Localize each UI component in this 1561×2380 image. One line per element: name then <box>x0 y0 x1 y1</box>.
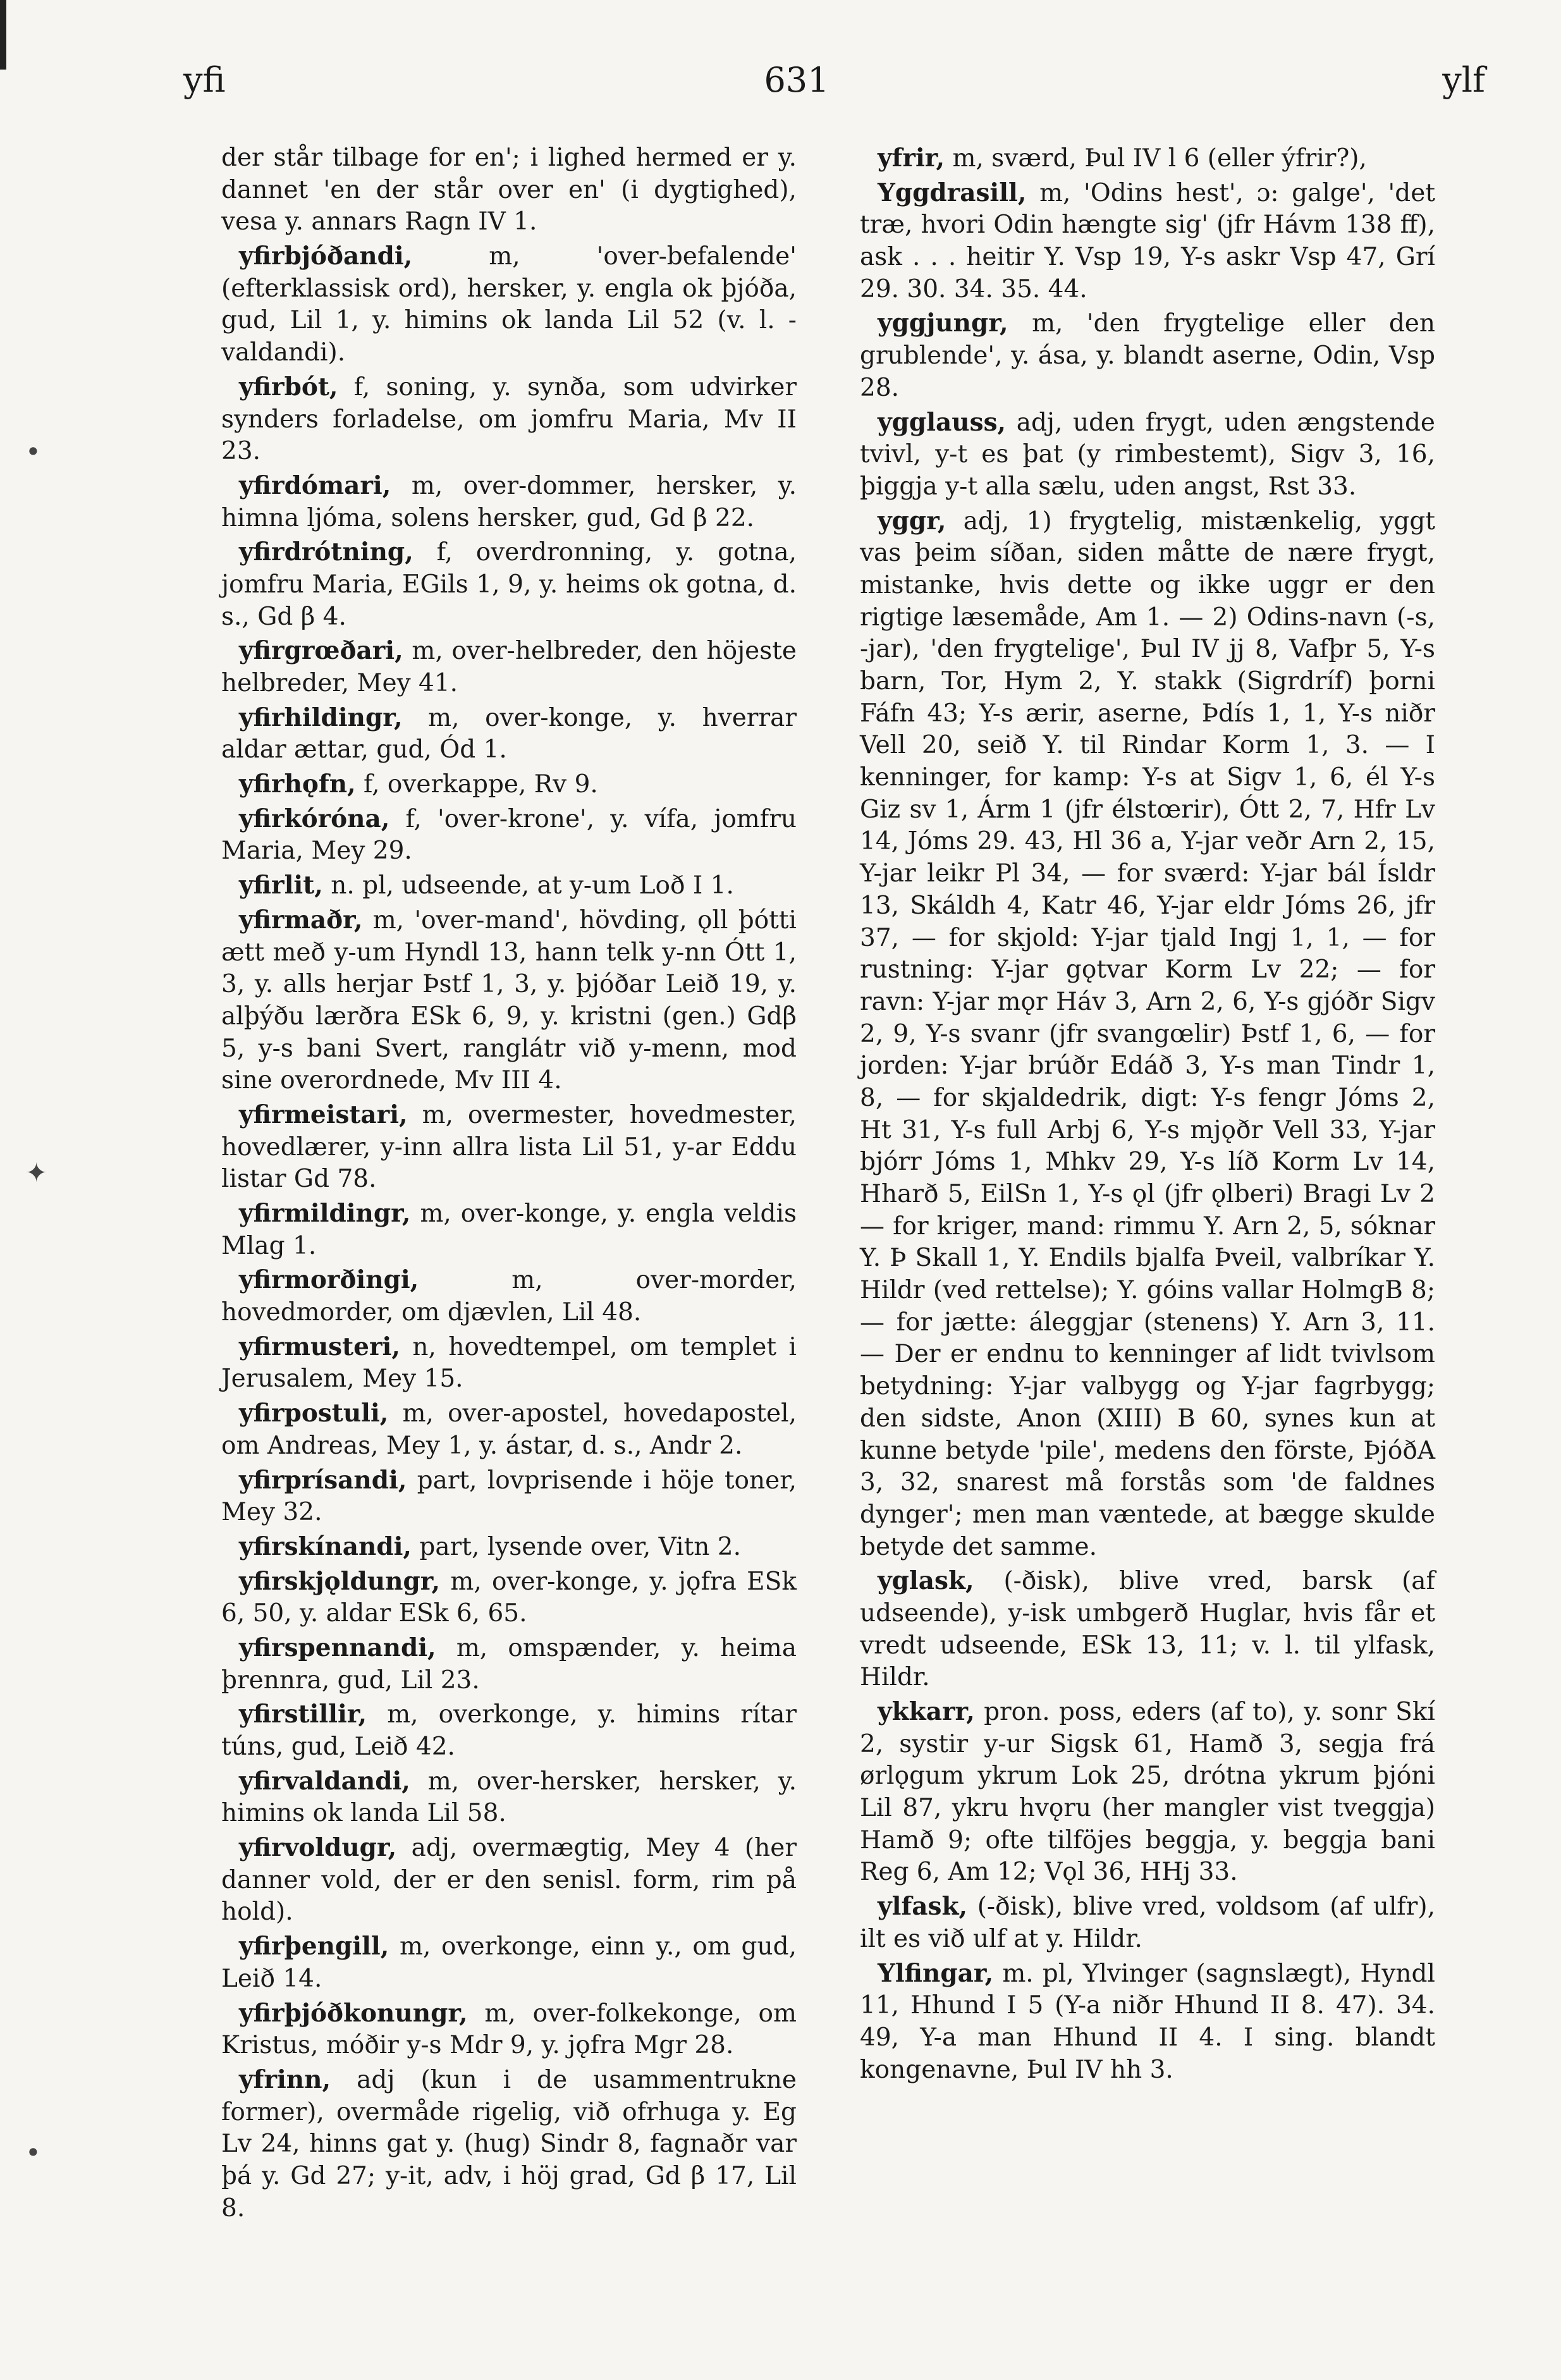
dictionary-entry <box>860 1891 1435 1955</box>
headword: ygglauss, <box>878 407 1007 437</box>
entry-text: m, overmester, hovedmester, hovedlærer, y-inn allra lista Lil 51, y-ar Eddu listar Gd 78. <box>221 1100 797 1194</box>
dictionary-entry <box>221 1331 797 1395</box>
entry-text: m. pl, Ylvinger (sagnslægt), Hyndl 11, Hhund I 5 (Y-a niðr Hhund II 8. 47). 34. 49, Y-a man Hhund II 4. I sing. blandt kongenavne, Þul IV hh 3. <box>860 1959 1435 2084</box>
entry-text: f, 'over-krone', y. vífa, jomfru Maria, Mey 29. <box>221 804 797 866</box>
dictionary-entry <box>221 1264 797 1328</box>
headword: yfirbót, <box>239 372 338 402</box>
margin-mark: • <box>25 436 41 467</box>
entry-text: part, lovprisende i höje toner, Mey 32. <box>221 1466 797 1527</box>
dictionary-entry <box>221 240 797 369</box>
dictionary-entry <box>221 803 797 868</box>
headword: yfirskjǫldungr, <box>239 1566 441 1596</box>
headword: Ylfingar, <box>878 1958 994 1988</box>
dictionary-entry <box>221 1099 797 1196</box>
headword: ykkarr, <box>878 1697 975 1726</box>
entry-text: adj (kun i de usammentrukne former), overmåde rigelig, við ofrhuga y. Eg Lv 24, hinns gat y. (hug) Sindr 8, fagnaðr var þá y. Gd 27; y-it, adv, i höj grad, Gd β 17, Lil 8. <box>221 2065 797 2223</box>
entry-text: (-ðisk), blive vred, voldsom (af ulfr), ilt es við ulf at y. Hildr. <box>860 1892 1435 1953</box>
dictionary-entry <box>221 1632 797 1696</box>
page-number: 631 <box>764 60 829 100</box>
entry-text: m, overkonge, y. himins rítar túns, gud, Leið 42. <box>221 1700 797 1761</box>
headword: yfirstillir, <box>239 1700 367 1729</box>
headword: yfirdómari, <box>239 470 391 500</box>
headword: Yggdrasill, <box>878 178 1027 207</box>
headword: ylfask, <box>878 1892 968 1922</box>
margin-mark: • <box>25 2137 41 2168</box>
dictionary-entry <box>221 1566 797 1630</box>
headword: yglask, <box>878 1566 974 1596</box>
entry-text: m, over-apostel, hovedapostel, om Andreas, Mey 1, y. ástar, d. s., Andr 2. <box>221 1399 797 1460</box>
headword: yggjungr, <box>878 309 1008 338</box>
dictionary-entry <box>221 1397 797 1462</box>
dictionary-entry <box>221 1531 797 1564</box>
headword: yfirhildingr, <box>239 702 403 732</box>
headword: yfirþengill, <box>239 1932 389 1961</box>
dictionary-entry <box>221 1464 797 1529</box>
headword: yfirhǫfn, <box>239 770 356 799</box>
dictionary-entry <box>221 1832 797 1929</box>
headword: yfirþjóðkonungr, <box>239 1998 468 2028</box>
headword: yfirmildingr, <box>239 1199 411 1228</box>
entry-text: m, over-konge, y. hverrar aldar ættar, gud, Ód 1. <box>221 703 797 764</box>
headword: yfirmorðingi, <box>239 1265 419 1295</box>
headword: yfirskínandi, <box>239 1531 412 1561</box>
headword: yfirmaðr, <box>239 905 363 935</box>
entry-text: f, soning, y. synða, som udvirker synders forladelse, om jomfru Maria, Mv II 23. <box>221 372 797 466</box>
entry-text: m, sværd, Þul IV l 6 (eller ýfrir?), <box>952 144 1367 173</box>
dictionary-entry <box>221 1698 797 1763</box>
entry-text: m, 'over-mand', hövding, ǫll þótti ætt með y-um Hyndl 13, hann telk y-nn Ótt 1, 3, y. alls herjar Þstf 1, 3, y. þjóðar Leið 19, y. alþýðu lærðra ESk 6, 9, y. kristni (gen.) Gdβ 5, y-s bani Svert, ranglátr við y-menn, mod sine overordnede, Mv III 4. <box>221 905 797 1095</box>
entry-text: m, overkonge, einn y., om gud, Leið 14. <box>221 1932 797 1993</box>
dictionary-entry <box>860 407 1435 503</box>
headword: yfirlit, <box>239 871 323 900</box>
dictionary-entry <box>221 635 797 699</box>
dictionary-entry <box>221 2064 797 2224</box>
right-column <box>860 142 1435 2305</box>
entry-text: m, 'Odins hest', ɔ: galge', 'det træ, hvori Odin hængte sig' (jfr Hávm 138 ff), ask . . . heitir Y. Vsp 19, Y-s askr Vsp 47, Grí 29. 30. 34. 35. 44. <box>860 178 1435 304</box>
headword: yfrinn, <box>239 2064 331 2094</box>
entry-text: m, over-morder, hovedmorder, om djævlen, Lil 48. <box>221 1266 797 1327</box>
entry-text: m, over-hersker, hersker, y. himins ok landa Lil 58. <box>221 1767 797 1828</box>
headword: yfirpostuli, <box>239 1399 389 1428</box>
entry-text: (-ðisk), blive vred, barsk (af udseende), y-isk umbgerð Huglar, hvis får et vredt udseende, ESk 13, 11; v. l. til ylfask, Hildr. <box>860 1567 1435 1692</box>
headword: yfirbjóðandi, <box>239 242 413 271</box>
entry-text: n. pl, udseende, at y-um Loð I 1. <box>331 871 734 900</box>
entry-text: f, overdronning, y. gotna, jomfru Maria, EGils 1, 9, y. heims ok gotna, d. s., Gd β 4. <box>221 538 797 631</box>
scan-edge-mark <box>0 0 6 70</box>
dictionary-entry <box>221 536 797 633</box>
headword: yfirvoldugr, <box>239 1833 397 1863</box>
headword: yfirkóróna, <box>239 804 390 833</box>
dictionary-entry <box>221 904 797 1097</box>
entry-text: adj, overmægtig, Mey 4 (her danner vold, der er den senisl. form, rim på hold). <box>221 1834 797 1927</box>
dictionary-entry <box>860 307 1435 404</box>
dictionary-entry <box>860 1696 1435 1889</box>
running-head-right: ylf <box>1442 60 1485 100</box>
dictionary-entry <box>221 470 797 534</box>
entry-text: m, over-konge, y. jǫfra ESk 6, 50, y. aldar ESk 6, 65. <box>221 1567 797 1628</box>
dictionary-entry <box>221 1765 797 1830</box>
entry-text: f, overkappe, Rv 9. <box>364 770 598 799</box>
dictionary-entry <box>221 1198 797 1262</box>
headword: yfirspennandi, <box>239 1633 436 1662</box>
dictionary-entry <box>221 1930 797 1995</box>
entry-text: m, 'den frygtelige eller den grublende', y. ása, y. blandt aserne, Odin, Vsp 28. <box>860 309 1435 402</box>
entry-text: m, 'over-befalende' (efterklassisk ord), hersker, y. engla ok þjóða, gud, Lil 1, y. himins ok landa Lil 52 (v. l. -valdandi). <box>221 242 797 367</box>
entry-text: part, lysende over, Vitn 2. <box>419 1532 741 1561</box>
headword: yfirmeistari, <box>239 1100 408 1129</box>
headword: yfirmusteri, <box>239 1332 400 1361</box>
running-head-left: yfi <box>183 60 226 100</box>
headword: yfirdrótning, <box>239 537 413 567</box>
dictionary-entry <box>221 371 797 468</box>
left-column <box>221 142 797 2305</box>
entry-text: m, over-helbreder, den höjeste helbreder, Mey 41. <box>221 637 797 697</box>
dictionary-entry <box>860 1565 1435 1694</box>
dictionary-entry <box>860 142 1435 175</box>
headword: yfirgrœðari, <box>239 636 403 666</box>
entry-text: m, over-dommer, hersker, y. himna ljóma, solens hersker, gud, Gd β 22. <box>221 471 797 532</box>
entry-text: m, omspænder, y. heima þrennra, gud, Lil 23. <box>221 1633 797 1695</box>
entry-text: der står tilbage for en'; i lighed hermed er y. dannet 'en der står over en' (i dygtighed), vesa y. annars Ragn IV 1. <box>221 144 797 236</box>
entry-text: adj, uden frygt, uden ængstende tvivl, y-t es þat (y rimbestemt), Sigv 3, 16, þiggja y-t alla sælu, uden angst, Rst 33. <box>860 408 1435 501</box>
entry-text: m, over-konge, y. engla veldis Mlag 1. <box>221 1199 797 1260</box>
margin-mark: ✦ <box>25 1157 48 1188</box>
headword: yfirprísandi, <box>239 1465 407 1495</box>
entry-text: n, hovedtempel, om templet i Jerusalem, Mey 15. <box>221 1332 797 1394</box>
dictionary-entry <box>221 142 797 238</box>
dictionary-entry <box>860 1958 1435 2087</box>
entry-text: pron. poss, eders (af to), y. sonr Skí 2, systir y-ur Sigsk 61, Hamð 3, segja frá ørlǫgum ykrum Lok 25, drótna ykrum þjóni Lil 87, ykru hvǫru (her mangler vist tveggja) Hamð 9; ofte tilföjes beggja, y. beggja bani Reg 6, Am 12; Vǫl 36, HHj 33. <box>860 1698 1435 1887</box>
dictionary-entry <box>221 702 797 766</box>
entry-text: adj, 1) frygtelig, mistænkelig, yggt vas þeim síðan, siden måtte de nære frygt, mistanke, hvis dette og ikke uggr er den rigtige læsemåde, Am 1. — 2) Odins-navn (-s, -jar), 'den frygtelige', Þul IV jj 8, Vafþr 5, Y-s barn, Tor, Hym 2, Y. stakk (Sigrdríf) þorni Fáfn 43; Y-s ærir, aserne, Þdís 1, 1, Y-s niðr Vell 20, seið Y. til Rindar Korm 1, 3. — I kenninger, for kamp: Y-s at Sigv 1, 6, él Y-s Giz sv 1, Árm 1 (jfr élstœrir), Ótt 2, 7, Hfr Lv 14, Jóms 29. 43, Hl 36 a, Y-jar veðr Arn 2, 15, Y-jar leikr Pl 34, — for sværd: Y-jar bál Ísldr 13, Skáldh 4, Katr 46, Y-jar eldr Jóms 26, jfr 37, — for skjold: Y-jar tjald Ingj 1, 1, — for rustning: Y-jar gǫtvar Korm Lv 22; — for ravn: Y-jar mǫr Háv 3, Arn 2, 6, Y-s gjóðr Sigv 2, 9, Y-s svanr (jfr svangœlir) Þstf 1, 6, — for jorden: Y-jar brúðr Edáð 3, Y-s man Tindr 1, 8, — for skjaldedrik, digt: Y-s fengr Jóms 2, Ht 31, Y-s full Arbj 6, Y-s mjǫðr Vell 33, Y-jar bjórr Jóms 1, Mhkv 29, Y-s líð Korm Lv 14, Hharð 5, EilSn 1, Y-s ǫl (jfr ǫlberi) Bragi Lv 2 — for kriger, mand: rimmu Y. Arn 2, 5, sóknar Y. Þ Skall 1, Y. Endils bjalfa Þveil, valbríkar Y. Hildr (ved rettelse); Y. góins vallar HolmgB 8; — for jætte: áleggjar (stenens) Y. Arn 3, 11. — Der er endnu to kenninger af lidt tvivlsom betydning: Y-jar valbygg og Y-jar fagrbygg; den sidste, Anon (XIII) B 60, synes kun at kunne betyde 'pile', medens den förste, ÞjóðA 3, 32, snarest må forstås som 'de faldnes dynger'; men man væntede, at bægge skulde betyde det samme. <box>860 506 1435 1561</box>
entry-text: m, over-folkekonge, om Kristus, móðir y-s Mdr 9, y. jǫfra Mgr 28. <box>221 1999 797 2060</box>
dictionary-entry <box>221 1997 797 2062</box>
dictionary-entry <box>860 505 1435 1564</box>
headword: yfirvaldandi, <box>239 1766 410 1796</box>
dictionary-entry <box>221 869 797 902</box>
dictionary-entry <box>860 177 1435 306</box>
headword: yfrir, <box>878 144 945 173</box>
dictionary-entry <box>221 768 797 801</box>
headword: yggr, <box>878 506 946 536</box>
